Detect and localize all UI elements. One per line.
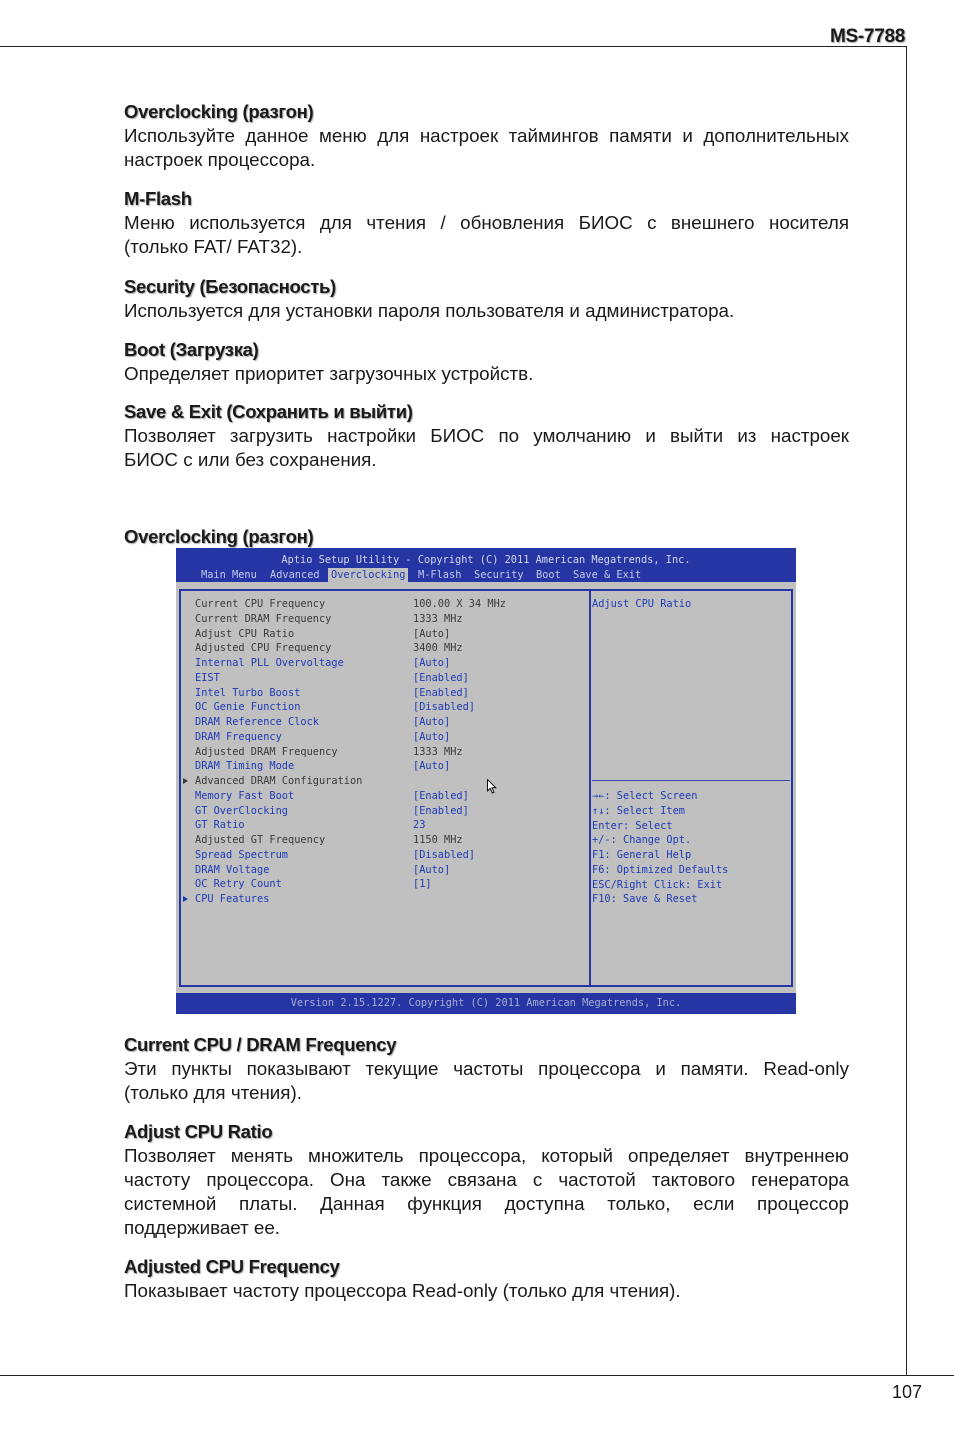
bios-item-label: Current DRAM Frequency bbox=[195, 612, 332, 625]
section-text-line: Меню используется для чтения / обновления БИОС с внешнего носителя bbox=[124, 212, 849, 233]
section-security bbox=[124, 275, 849, 323]
section-text-line: поддерживает ее. bbox=[124, 1217, 281, 1238]
bios-panel-divider bbox=[589, 591, 591, 985]
bios-item-gt-overclocking bbox=[176, 804, 586, 819]
bios-item-value: 1150 MHz bbox=[413, 834, 463, 846]
key-hint: ESC/Right Click: Exit bbox=[592, 878, 723, 891]
bios-help-text: Adjust CPU Ratio bbox=[592, 598, 692, 610]
margin-rule bbox=[906, 46, 907, 1376]
section-text-line: Используйте данное меню для настроек таймингов памяти и дополнительных bbox=[124, 125, 849, 146]
bios-item-value: 1333 MHz bbox=[413, 745, 463, 758]
section-adjusted-cpu-frequency bbox=[124, 1255, 849, 1303]
bios-help-divider bbox=[592, 780, 790, 781]
bios-item-value: [Auto] bbox=[413, 730, 451, 743]
tab-security: Security bbox=[474, 569, 524, 581]
figure-section bbox=[124, 525, 849, 549]
section-save-exit bbox=[124, 400, 849, 472]
bios-item-label: Spread Spectrum bbox=[195, 848, 288, 861]
bios-item-label: Adjusted DRAM Frequency bbox=[195, 745, 338, 758]
bios-item-value: [Auto] bbox=[413, 716, 451, 728]
section-heading: Save & Exit (Сохранить и выйти) bbox=[124, 401, 413, 422]
section-text-line: Используется для установки пароля пользователя и администратора. bbox=[124, 300, 735, 321]
key-hint: →←: Select Screen bbox=[592, 790, 698, 802]
model-number: MS-7788 bbox=[830, 26, 905, 47]
bios-item-dram-reference-clock bbox=[176, 715, 586, 730]
bios-item-label: OC Retry Count bbox=[195, 878, 282, 891]
bios-item-gt-ratio bbox=[176, 818, 586, 833]
section-text-line: (только для чтения). bbox=[124, 1082, 302, 1103]
section-text-line: (только FAT/ FAT32). bbox=[124, 236, 303, 257]
bios-item-value: [Auto] bbox=[413, 863, 451, 876]
key-hint: F10: Save & Reset bbox=[592, 893, 698, 906]
bios-item-oc-genie-function bbox=[176, 700, 586, 715]
bios-item-value: 3400 MHz bbox=[413, 642, 463, 655]
tab-boot: Boot bbox=[536, 569, 561, 581]
bios-item-value: 1333 MHz bbox=[413, 612, 463, 625]
section-text-line: Позволяет загрузить настройки БИОС по умолчанию и выйти из настроек bbox=[124, 425, 849, 446]
bios-item-spread-spectrum bbox=[176, 848, 586, 863]
tab-save-exit: Save & Exit bbox=[573, 569, 642, 581]
section-heading: Overclocking (разгон) bbox=[124, 101, 314, 122]
bios-item-label: DRAM Voltage bbox=[195, 863, 270, 876]
section-text-line: Определяет приоритет загрузочных устройств. bbox=[124, 363, 534, 384]
section-text-line: Показывает частоту процессора Read-only (только для чтения). bbox=[124, 1280, 681, 1301]
section-heading: Security (Безопасность) bbox=[124, 276, 336, 297]
bios-item-label: Advanced DRAM Configuration bbox=[195, 775, 363, 787]
section-heading: Current CPU / DRAM Frequency bbox=[124, 1034, 397, 1055]
figure-heading: Overclocking (разгон) bbox=[124, 526, 314, 547]
bios-item-label: GT OverClocking bbox=[195, 804, 288, 817]
bios-item-label: Memory Fast Boot bbox=[195, 789, 295, 802]
bios-item-value: [Disabled] bbox=[413, 701, 475, 714]
bios-key-legend bbox=[592, 789, 790, 907]
footer-rule bbox=[0, 1375, 954, 1376]
bios-item-eist bbox=[176, 671, 586, 686]
section-boot bbox=[124, 338, 849, 386]
bios-item-current-dram-frequency bbox=[176, 612, 586, 627]
bios-item-value: [Disabled] bbox=[413, 848, 475, 861]
section-heading: M-Flash bbox=[124, 188, 192, 209]
bios-item-value: 23 bbox=[413, 819, 426, 832]
bios-item-adjust-cpu-ratio bbox=[176, 627, 586, 642]
tab-main-menu: Main Menu bbox=[201, 569, 257, 581]
bios-item-adjusted-gt-frequency bbox=[176, 833, 586, 848]
bios-item-label: Internal PLL Overvoltage bbox=[195, 657, 344, 669]
bios-item-intel-turbo-boost bbox=[176, 686, 586, 701]
section-text-line: системной платы. Данная функция доступна только, если процессор bbox=[124, 1193, 849, 1214]
bios-title-bar bbox=[176, 548, 796, 582]
header-rule bbox=[0, 46, 907, 47]
bios-item-label: DRAM Timing Mode bbox=[195, 760, 295, 773]
tab-m-flash: M-Flash bbox=[418, 569, 462, 581]
bios-item-value: [Auto] bbox=[413, 760, 451, 773]
bios-item-label: GT Ratio bbox=[195, 819, 245, 832]
bios-item-label: EIST bbox=[195, 671, 220, 684]
bios-version-text: Version 2.15.1227. Copyright (C) 2011 American Megatrends, Inc. bbox=[290, 997, 682, 1009]
bios-title: Aptio Setup Utility - Copyright (C) 2011 American Megatrends, Inc. bbox=[281, 554, 691, 566]
bios-item-label: CPU Features bbox=[195, 893, 270, 905]
bios-status-bar bbox=[176, 993, 796, 1014]
bios-item-label: Current CPU Frequency bbox=[195, 598, 326, 610]
bios-item-advanced-dram-configuration bbox=[176, 774, 586, 789]
section-adjust-cpu-ratio bbox=[124, 1120, 849, 1240]
bios-item-value: [Auto] bbox=[413, 657, 451, 669]
section-heading: Boot (Загрузка) bbox=[124, 339, 259, 360]
bios-item-label: OC Genie Function bbox=[195, 701, 301, 714]
section-overclocking bbox=[124, 100, 849, 172]
bios-item-value: [Auto] bbox=[413, 627, 451, 640]
bios-item-value: 100.00 X 34 MHz bbox=[413, 598, 506, 610]
submenu-arrow-icon bbox=[183, 896, 188, 902]
key-hint: ↑↓: Select Item bbox=[592, 804, 685, 817]
bios-item-current-cpu-frequency bbox=[176, 597, 586, 612]
key-hint: Enter: Select bbox=[592, 819, 673, 832]
bios-item-label: DRAM Frequency bbox=[195, 730, 282, 743]
key-hint: +/-: Change Opt. bbox=[592, 834, 692, 847]
bios-item-value: [Enabled] bbox=[413, 789, 469, 802]
page-number: 107 bbox=[891, 1382, 922, 1402]
tab-advanced: Advanced bbox=[270, 569, 320, 581]
section-heading: Adjusted CPU Frequency bbox=[124, 1256, 340, 1277]
bios-settings-list bbox=[176, 597, 586, 907]
bios-item-value: [Enabled] bbox=[413, 804, 469, 817]
bios-item-dram-timing-mode bbox=[176, 759, 586, 774]
section-text-line: Позволяет менять множитель процессора, который определяет внутреннею bbox=[124, 1145, 849, 1166]
bios-item-oc-retry-count bbox=[176, 877, 586, 892]
bios-item-label: DRAM Reference Clock bbox=[195, 716, 319, 728]
bios-item-memory-fast-boot bbox=[176, 789, 586, 804]
submenu-arrow-icon bbox=[183, 778, 188, 784]
section-text-line: частоту процессора. Она также связана с частотой тактового генератора bbox=[124, 1169, 849, 1190]
section-m-flash bbox=[124, 187, 849, 259]
bios-item-label: Intel Turbo Boost bbox=[195, 686, 301, 699]
section-text-line: Эти пункты показывают текущие частоты процессора и памяти. Read-only bbox=[124, 1058, 849, 1079]
bios-item-dram-frequency bbox=[176, 730, 586, 745]
bios-item-adjusted-dram-frequency bbox=[176, 745, 586, 760]
section-text-line: настроек процессора. bbox=[124, 149, 316, 170]
section-current-cpu-dram-frequency bbox=[124, 1033, 849, 1105]
bios-item-label: Adjusted CPU Frequency bbox=[195, 642, 332, 655]
bios-item-label: Adjusted GT Frequency bbox=[195, 834, 326, 846]
bios-item-value: [Enabled] bbox=[413, 686, 469, 699]
bios-item-adjusted-cpu-frequency bbox=[176, 641, 586, 656]
section-heading: Adjust CPU Ratio bbox=[124, 1121, 273, 1142]
key-hint: F6: Optimized Defaults bbox=[592, 863, 729, 876]
bios-item-dram-voltage bbox=[176, 863, 586, 878]
bios-item-value: [1] bbox=[413, 878, 432, 891]
bios-item-cpu-features bbox=[176, 892, 586, 907]
bios-item-value: [Enabled] bbox=[413, 671, 469, 684]
tab-overclocking: Overclocking bbox=[328, 568, 408, 582]
bios-screenshot bbox=[176, 548, 796, 1014]
bios-item-internal-pll-overvoltage bbox=[176, 656, 586, 671]
key-hint: F1: General Help bbox=[592, 849, 692, 861]
section-text-line: БИОС с или без сохранения. bbox=[124, 449, 377, 470]
mouse-cursor-icon bbox=[487, 779, 497, 794]
bios-item-label: Adjust CPU Ratio bbox=[195, 627, 295, 640]
